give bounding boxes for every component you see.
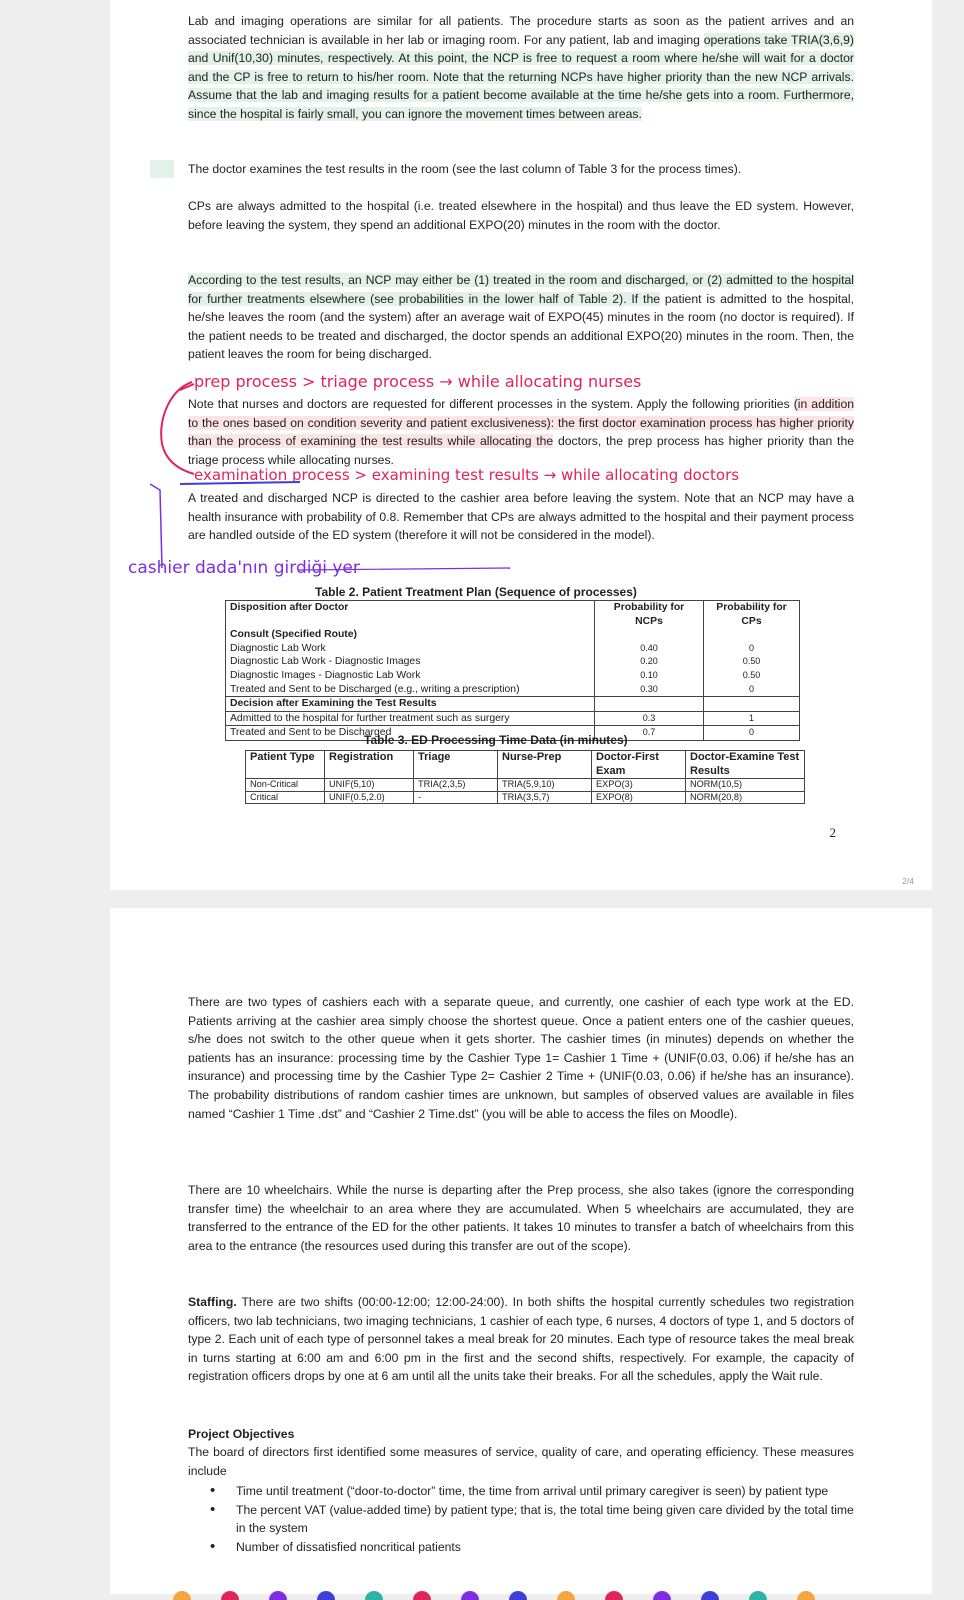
t2-section-consult: Consult (Specified Route) <box>230 629 357 641</box>
highlight-marker <box>150 160 174 178</box>
document-page-2 <box>110 0 932 890</box>
table-2-title: Table 2. Patient Treatment Plan (Sequence of processes) <box>315 585 637 599</box>
table-row: Critical UNIF(0.5,2.0) - TRIA(3,5,7) EXPO(8) NORM(20,8) <box>246 791 805 804</box>
t3-header: Nurse-Prep <box>498 751 592 779</box>
t2-section-decision: Decision after Examining the Test Results <box>226 697 595 712</box>
table-row: Treated and Sent to be Discharged (e.g., writing a prescription) 0.30 0 <box>226 683 800 697</box>
list-item: • The percent VAT (value-added time) by patient type; that is, the total time being given care divided by the total time in the system <box>188 1501 858 1538</box>
handwritten-note-cashier: cashier dada'nın girdiği yer <box>128 558 360 578</box>
paragraph-cashier-types: There are two types of cashiers each with a separate queue, and currently, one cashier of each type work at the ED. Patients arriving at the cashier area simply choose the shortest queue. Once a patient enters one of the cashier queues, s/he does not switch to the other queue when it gets shorter. The cashier times (in minutes) depends on whether the patients has an insurance: processing time by the Cashier Type 1= Cashier 1 Time + (UNIF(0.03, 0.06) if he/she has an insurance) and processing time by the Cashier Type 2= Cashier 2 Time + (UNIF(0.03, 0.06) if he/she has an insurance). The probability distributions of random cashier times are unknown, but samples of observed values are available in files named “Cashier 1 Time .dst” and “Cashier 2 Time.dst” (you will be able to access the files on Moodle). <box>188 995 854 1121</box>
list-item: • Time until treatment (“door-to-doctor” time, the time from arrival until primary caregiver is seen) by patient type <box>188 1482 858 1501</box>
objectives-title: Project Objectives <box>188 1427 295 1441</box>
staffing-label: Staffing. <box>188 1295 237 1309</box>
t2-header-ncp: Probability for NCPs <box>595 601 704 629</box>
t3-header: Doctor-Examine Test Results <box>686 751 805 779</box>
list-item: • Number of dissatisfied noncritical patients <box>188 1538 858 1557</box>
paragraph-cps-admitted: CPs are always admitted to the hospital (i.e. treated elsewhere in the hospital) and thus leave the ED system. However, before leaving the system, they spend an additional EXPO(20) minutes in the room with the doctor. <box>188 199 854 232</box>
paragraph-ncp-results: According to the test results, an NCP may either be (1) treated in the room and discharged, or (2) admitted to the hospital for further treatments elsewhere (see probabilities in the lower half of Table 2). If the patient is admitted to the hospital, he/she leaves the room (and the system) after an average wait of EXPO(45) minutes in the room (no doctor is required). If the patient needs to be treated and discharged, the doctor spends an additional EXPO(20) minutes in the room. Then, the patient leaves the room for being discharged. <box>188 273 854 362</box>
paragraph-lab-imaging: Lab and imaging operations are similar for all patients. The procedure starts as soon as the patient arrives and an associated technician is available in her lab or imaging room. For any patient, lab and imaging operations take TRIA(3,6,9) and Unif(10,30) minutes, respectively. At this point, the NCP is free to request a room where he/she will wait for a doctor and the CP is free to return to his/her room. Note that the returning NCPs have higher priority than the new NCP arrivals. Assume that the lab and imaging results for a patient become available at the time he/she gets into a room. Furthermore, since the hospital is fairly small, you can ignore the movement times between areas. <box>188 14 854 121</box>
paragraph-cashier-direction: A treated and discharged NCP is directed to the cashier area before leaving the system. Note that an NCP may have a health insurance with probability of 0.8. Remember that CPs are always admitted to the hospital and their payment process are handled outside of the ED system (therefore it will not be considered in the model). <box>188 491 854 543</box>
t3-header: Registration <box>325 751 414 779</box>
table-row: Treated and Sent to be Discharged 0.7 0 <box>226 726 800 741</box>
document-page-3 <box>110 908 932 1594</box>
table-row: Diagnostic Lab Work 0.40 0 <box>226 642 800 656</box>
page-number: 2 <box>829 825 836 840</box>
table-treatment-plan <box>225 600 800 741</box>
paragraph-staffing: Staffing. There are two shifts (00:00-12:00; 12:00-24:00). In both shifts the hospital currently schedules two registration officers, two lab technicians, two imaging technicians, 1 cashier of each type, 6 nurses, 4 doctors of type 1, and 5 doctors of type 2. Each unit of each type of personnel takes a meal break for 20 minutes. Each type of resource takes the meal break in turns starting at 6:00 am and 6:00 pm in the first and the second shifts, respectively. For example, the capacity of registration officers drops by one at 6 am until all the units take their breaks. For all the schedules, apply the Wait rule. <box>188 1295 854 1384</box>
paragraph-doctor-examines: The doctor examines the test results in the room (see the last column of Table 3 for the process times). <box>188 162 742 176</box>
t3-header: Doctor-First Exam <box>592 751 686 779</box>
table-row: Diagnostic Lab Work - Diagnostic Images 0.20 0.50 <box>226 655 800 669</box>
page-counter: 2/4 <box>902 876 914 886</box>
table-row: Admitted to the hospital for further treatment such as surgery 0.3 1 <box>226 711 800 726</box>
table-row: Diagnostic Images - Diagnostic Lab Work 0.10 0.50 <box>226 669 800 683</box>
paragraph-wheelchairs: There are 10 wheelchairs. While the nurse is departing after the Prep process, she also takes (ignore the corresponding transfer time) the wheelchair to an area where they are accumulated. When 5 wheelchairs are accumulated, they are transferred to the entrance of the ED for the other patients. It takes 10 minutes to transfer a batch of wheelchairs from this area to the entrance (the resources used during this transfer are out of the scope). <box>188 1183 854 1253</box>
paragraph-objectives: The board of directors first identified some measures of service, quality of care, and operating efficiency. These measures include <box>188 1445 854 1478</box>
paragraph-priorities: Note that nurses and doctors are requested for different processes in the system. Apply the following priorities (in addition to the ones based on condition severity and patient exclusiveness): the first doctor examination process has higher priority than the process of examining the test results while allocating the doctors, the prep process has higher priority than the triage process while allocating nurses. <box>188 397 855 467</box>
handwritten-note-doctors: examination process > examining test results → while allocating doctors <box>194 466 740 484</box>
t2-header-cp: Probability for CPs <box>704 601 800 629</box>
handwritten-bracket <box>150 378 870 578</box>
table-row: Non-Critical UNIF(5,10) TRIA(2,3,5) TRIA(5,9,10) EXPO(3) NORM(10,5) <box>246 779 805 792</box>
measures-list <box>188 1482 858 1556</box>
t3-header: Triage <box>414 751 498 779</box>
t3-header: Patient Type <box>246 751 325 779</box>
table-3-title: Table 3. ED Processing Time Data (in minutes) <box>364 733 628 747</box>
table-processing-times <box>245 750 805 804</box>
bottom-color-strip <box>0 1588 964 1600</box>
t2-header-disposition: Disposition after Doctor <box>230 602 349 613</box>
handwritten-note-nurses: prep process > triage process → while allocating nurses <box>194 372 642 391</box>
